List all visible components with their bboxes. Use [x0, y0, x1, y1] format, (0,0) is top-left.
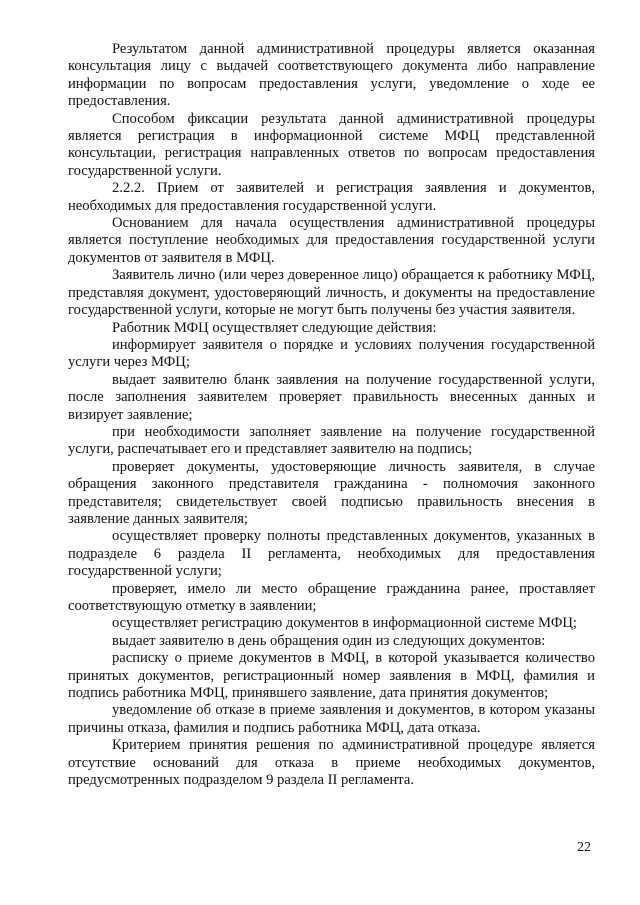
paragraph: выдает заявителю бланк заявления на получение государственной услуги, после заполнения заявителем проверяет правильность внесенных данных и визирует заявление; [68, 371, 595, 423]
paragraph: Заявитель лично (или через доверенное лицо) обращается к работнику МФЦ, представляя документ, удостоверяющий личность, и документы на предоставление государственной услуги, которые не могут быть получены без участия заявителя. [68, 267, 595, 319]
paragraph: проверяет, имело ли место обращение гражданина ранее, проставляет соответствующую отметку в заявлении; [68, 580, 595, 614]
paragraph: уведомление об отказе в приеме заявления и документов, в котором указаны причины отказа, фамилия и подпись работника МФЦ, дата отказа. [68, 702, 595, 736]
paragraph: Результатом данной административной процедуры является оказанная консультация лицу с выдачей соответствующего документа либо направление информации по вопросам предоставления услуги, уведомление о ходе ее предоставления. [68, 41, 595, 110]
paragraph: при необходимости заполняет заявление на получение государственной услуги, распечатывает его и представляет заявителю на подпись; [68, 423, 595, 458]
paragraph: Основанием для начала осуществления административной процедуры является поступление необходимых для предоставления государственной услуги документов от заявителя в МФЦ. [68, 215, 595, 266]
paragraph: Критерием принятия решения по административной процедуре является отсутствие оснований для отказа в приеме необходимых документов, предусмотренных подразделом 9 раздела II регламента. [68, 737, 595, 789]
paragraph: 2.2.2. Прием от заявителей и регистрация заявления и документов, необходимых для предоставления государственной услуги. [68, 180, 595, 214]
paragraph: проверяет документы, удостоверяющие личность заявителя, в случае обращения законного представителя гражданина - полномочия законного представителя; свидетельствует своей подписью правильность внесения в заявление данных заявителя; [68, 458, 595, 527]
paragraph: расписку о приеме документов в МФЦ, в которой указывается количество принятых документов, регистрационный номер заявления в МФЦ, фамилия и подпись работника МФЦ, принявшего заявление, дата принятия документов; [68, 650, 595, 702]
paragraph: Работник МФЦ осуществляет следующие действия: [112, 319, 437, 336]
paragraph: выдает заявителю в день обращения один из следующих документов: [112, 632, 546, 649]
paragraph: осуществляет регистрацию документов в информационной системе МФЦ; [112, 615, 577, 632]
document-body [68, 41, 595, 789]
paragraph: информирует заявителя о порядке и условиях получения государственной услуги через МФЦ; [68, 336, 595, 371]
paragraph: осуществляет проверку полноты представленных документов, указанных в подразделе 6 раздела II регламента, необходимых для предоставления государственной услуги; [68, 528, 595, 580]
page-number: 22 [577, 840, 591, 855]
paragraph: Способом фиксации результата данной административной процедуры является регистрация в информационной системе МФЦ представленной консультации, регистрация направленных ответов по вопросам предоставления государственной услуги. [68, 110, 595, 179]
